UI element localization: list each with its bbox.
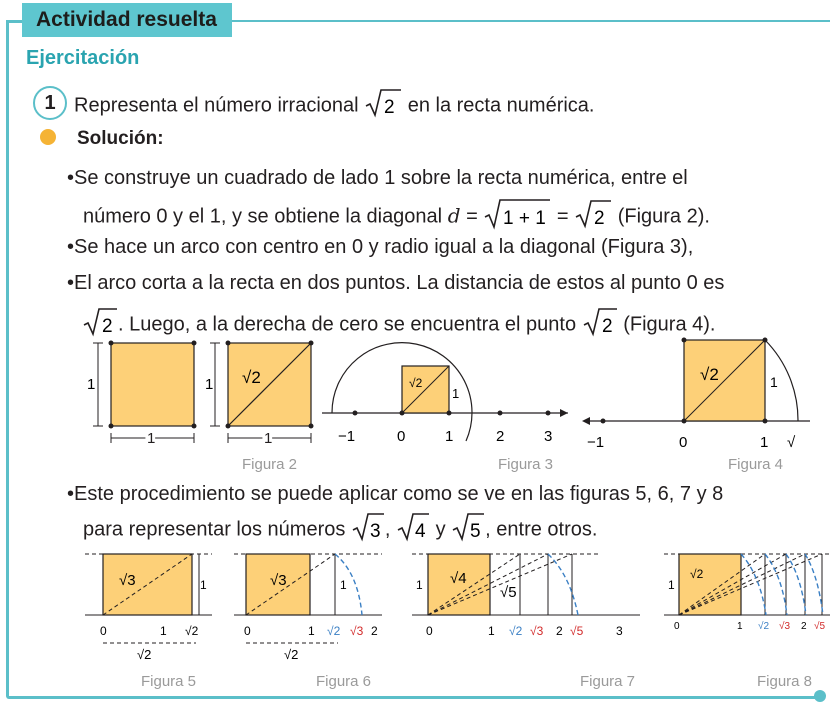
figure-8 [664,554,830,632]
bullet-3-mid: . Luego, a la derecha de cero se encuentra el punto [118,313,577,336]
frame-bottom [6,696,818,699]
fig2-bottom-label: 1 [264,430,273,447]
bullet-4-line-1: •Este procedimiento se puede aplicar como se ve en las figuras 5, 6, 7 y 8 [67,483,724,505]
fig8-diag-label: √2 [690,567,704,581]
fig7-tick-1: 1 [488,624,495,638]
fig6-under-label: √2 [284,647,299,662]
sqrt-2-b3-radicand: 2 [102,316,113,337]
bullet-1-line-1: •Se construye un cuadrado de lado 1 sobre la recta numérica, entre el [67,167,688,189]
bullet-1-tail: (Figura 2). [617,205,710,228]
fig3-tick-2: 1 [445,428,454,445]
section-subtitle: Ejercitación [26,47,140,69]
figure-7 [412,554,640,638]
sqrt-symbol [364,88,402,124]
fig7-tick-0: 0 [426,624,433,638]
diagonal-variable: d [447,203,461,228]
activity-title: Actividad resuelta [22,3,232,37]
exercise-text-after: en la recta numérica. [407,94,595,117]
fig3-side-label: 1 [452,386,460,401]
exercise-radicand: 2 [384,97,395,118]
fig7-tick-2: √2 [509,624,523,638]
fig4-tick-0: −1 [587,434,605,451]
figures-row-1 [0,335,834,475]
fig5-tick-0: 0 [100,624,107,638]
fig6-caption: Figura 6 [316,673,372,690]
sqrt-inner: 1 + 1 [503,208,547,229]
sqrt-5-radicand: 5 [470,521,481,542]
fig7-tick-5: √5 [570,624,584,638]
fig7-tick-4: 2 [556,624,563,638]
bullet-1-text: número 0 y el 1, y se obtiene la diagonal [83,205,443,228]
fig5-caption: Figura 5 [141,673,197,690]
solution-label: Solución: [77,128,164,149]
fig5-tick-2: √2 [185,624,199,638]
fig6-side-label: 1 [340,578,347,592]
bullet-2: •Se hace un arco con centro en 0 y radio igual a la diagonal (Figura 3), [67,236,694,258]
fig4-tick-2: 1 [760,434,769,451]
fig5-diag-label: √3 [119,572,136,589]
sqrt-3 [351,512,385,548]
fig4-caption: Figura 4 [728,456,784,473]
fig3-tick-0: −1 [338,428,356,445]
sqrt-1-plus-1 [483,198,551,236]
fig3-tick-3: 2 [496,428,505,445]
sqrt-3-radicand: 3 [369,521,381,542]
frame-top-right [232,20,830,22]
fig6-tick-4: 2 [371,624,378,638]
equals-sign-2: = [556,205,569,228]
fig8-tick-2: √2 [758,621,770,632]
bullet-3-tail: (Figura 4). [623,313,716,336]
fig2-side-label: 1 [205,376,214,393]
frame-top-left [6,20,22,23]
fig5-side-label: 1 [200,578,207,592]
fig2-diag-label: √2 [242,368,261,387]
fig7-caption: Figura 7 [580,673,636,690]
fig8-tick-5: √5 [814,621,826,632]
frame-corner-dot [814,690,826,702]
sqrt-4-radicand: 4 [415,521,426,542]
fig8-tick-4: 2 [801,621,807,632]
figures-row-2 [0,545,834,670]
figure-1 [87,341,197,448]
fig8-tick-3: √3 [779,621,791,632]
exercise-number: 1 [33,86,67,120]
bullet-4-line-2 [83,512,597,548]
fig8-tick-1: 1 [737,621,743,632]
figure-2 [205,341,314,448]
fig6-tick-0: 0 [244,624,251,638]
fig4-tick-1: 0 [679,434,688,451]
sqrt-5 [451,512,485,548]
solution-bullet-icon [40,129,56,145]
bullet-4-text: para representar los números [83,518,346,541]
fig5-tick-1: 1 [160,624,167,638]
figure-4 [582,338,810,452]
fig7-tick-3: √3 [530,624,544,638]
fig2-caption: Figura 2 [242,456,298,473]
fig4-tick-3: √ [787,434,796,451]
fig8-tick-0: 0 [674,621,680,632]
equals-sign: = [466,205,478,228]
word-y: y [435,518,446,541]
fig3-caption: Figura 3 [498,456,554,473]
fig3-diag-label: √2 [409,376,423,390]
fig6-tick-3: √3 [350,624,364,638]
figure-6 [234,554,382,662]
sqrt-2-b1-radicand: 2 [594,208,605,229]
fig6-tick-1: 1 [308,624,315,638]
figure-3 [322,343,568,445]
fig3-tick-1: 0 [397,428,406,445]
bullet-3-line-1: •El arco corta a la recta en dos puntos. La distancia de estos al punto 0 es [67,272,725,294]
fig1-side-label: 1 [87,376,96,393]
fig3-tick-4: 3 [544,428,553,445]
exercise-statement [74,88,594,124]
bullet-1-line-2 [83,198,710,236]
fig7-tick-6: 3 [616,624,623,638]
sqrt-2-b1 [574,199,612,235]
fig8-side-label: 1 [668,578,675,592]
fig5-under-label: √2 [137,647,152,662]
fig7-side-label: 1 [416,578,423,592]
bullet-4-tail: , entre otros. [485,518,598,541]
fig6-diag-label: √3 [270,572,287,589]
exercise-text-before: Representa el número irracional [74,94,359,117]
comma: , [384,518,391,541]
sqrt-4 [396,512,430,548]
fig7-diag-label-2: √5 [500,584,517,601]
fig7-diag-label: √4 [450,570,467,587]
fig6-tick-2: √2 [327,624,341,638]
fig8-caption: Figura 8 [757,673,813,690]
fig1-bottom-label: 1 [147,430,156,447]
fig4-diag-label: √2 [700,365,719,384]
sqrt-2-b3b-radicand: 2 [601,316,613,337]
figure-5 [85,554,212,662]
fig4-side-label: 1 [770,374,778,390]
